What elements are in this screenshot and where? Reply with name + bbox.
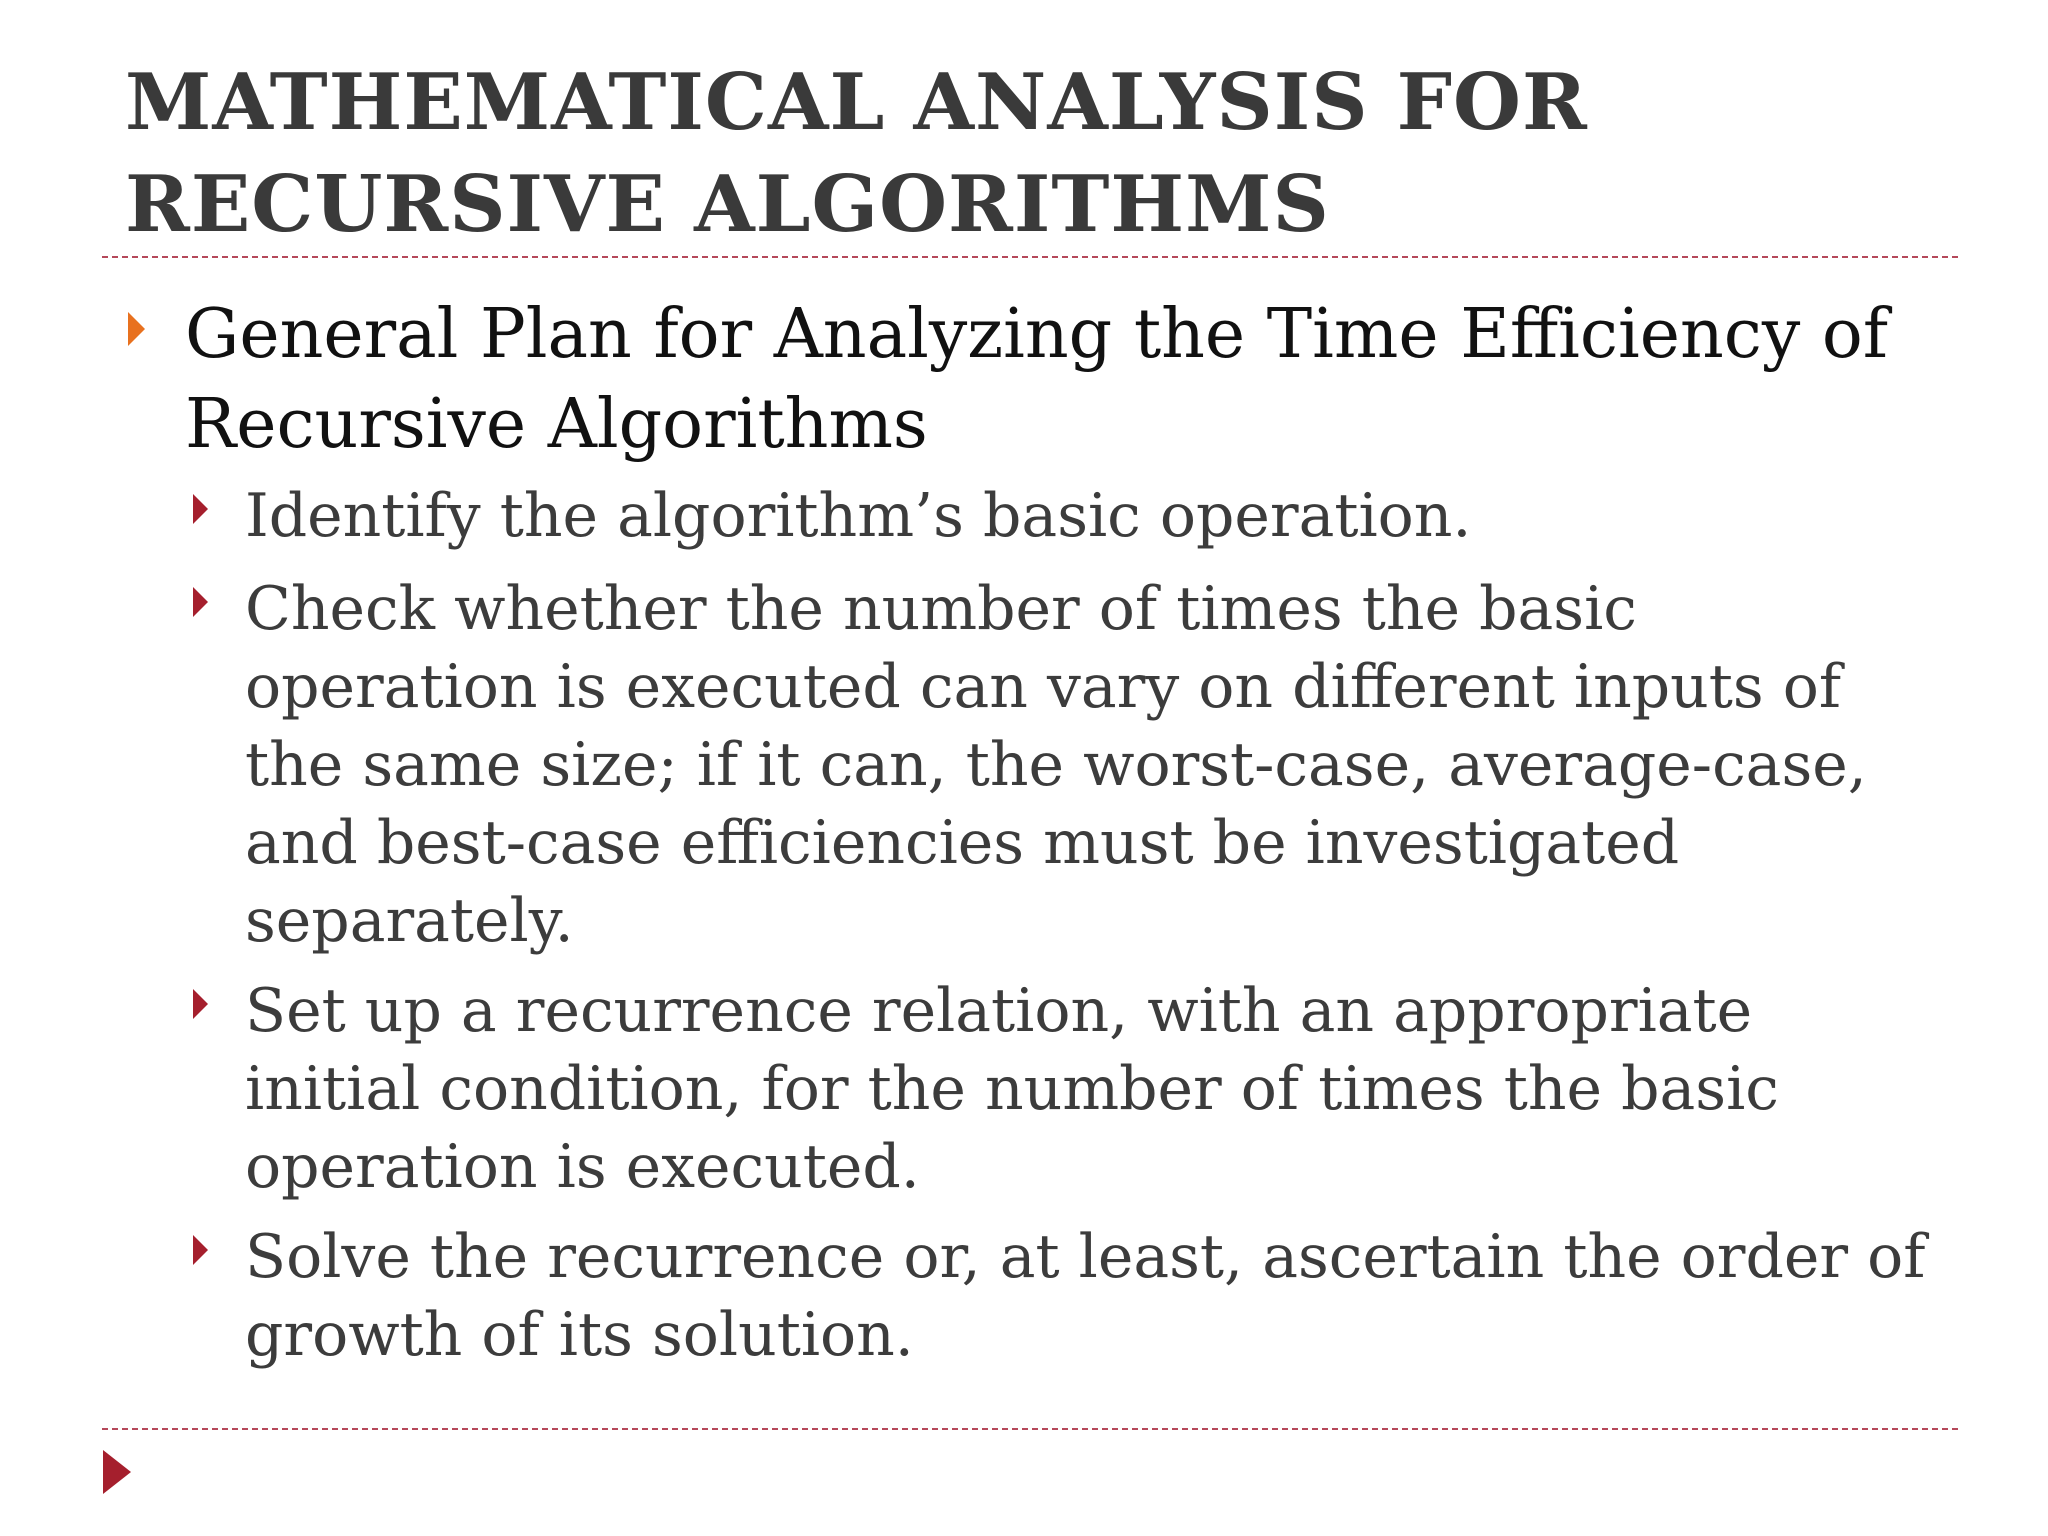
sub-bullet-text-4: Solve the recurrence or, at least, ascertain the order of growth of its solution. bbox=[245, 1222, 1926, 1370]
sub-bullet-icon bbox=[193, 989, 208, 1019]
sub-bullet-text-2: Check whether the number of times the basic operation is executed can vary on different inputs of the same size; if it can, the worst-case, average-case, and best-case efficiencies must be investigated separately. bbox=[245, 574, 1867, 956]
corner-arrow-icon bbox=[103, 1450, 131, 1494]
footer-divider bbox=[102, 1428, 1958, 1430]
main-bullet-text: General Plan for Analyzing the Time Efficiency of Recursive Algorithms bbox=[185, 295, 1889, 464]
sub-bullet-icon bbox=[193, 587, 208, 617]
sub-bullet-icon bbox=[193, 494, 208, 524]
main-bullet-icon bbox=[128, 312, 145, 346]
slide-title: MATHEMATICAL ANALYSIS FOR RECURSIVE ALGORITHMS bbox=[125, 57, 1588, 250]
sub-bullet-text-3: Set up a recurrence relation, with an appropriate initial condition, for the number of times the basic operation is executed. bbox=[245, 976, 1779, 1202]
sub-bullet-icon bbox=[193, 1235, 208, 1265]
sub-bullet-text-1: Identify the algorithm’s basic operation. bbox=[245, 481, 1472, 551]
